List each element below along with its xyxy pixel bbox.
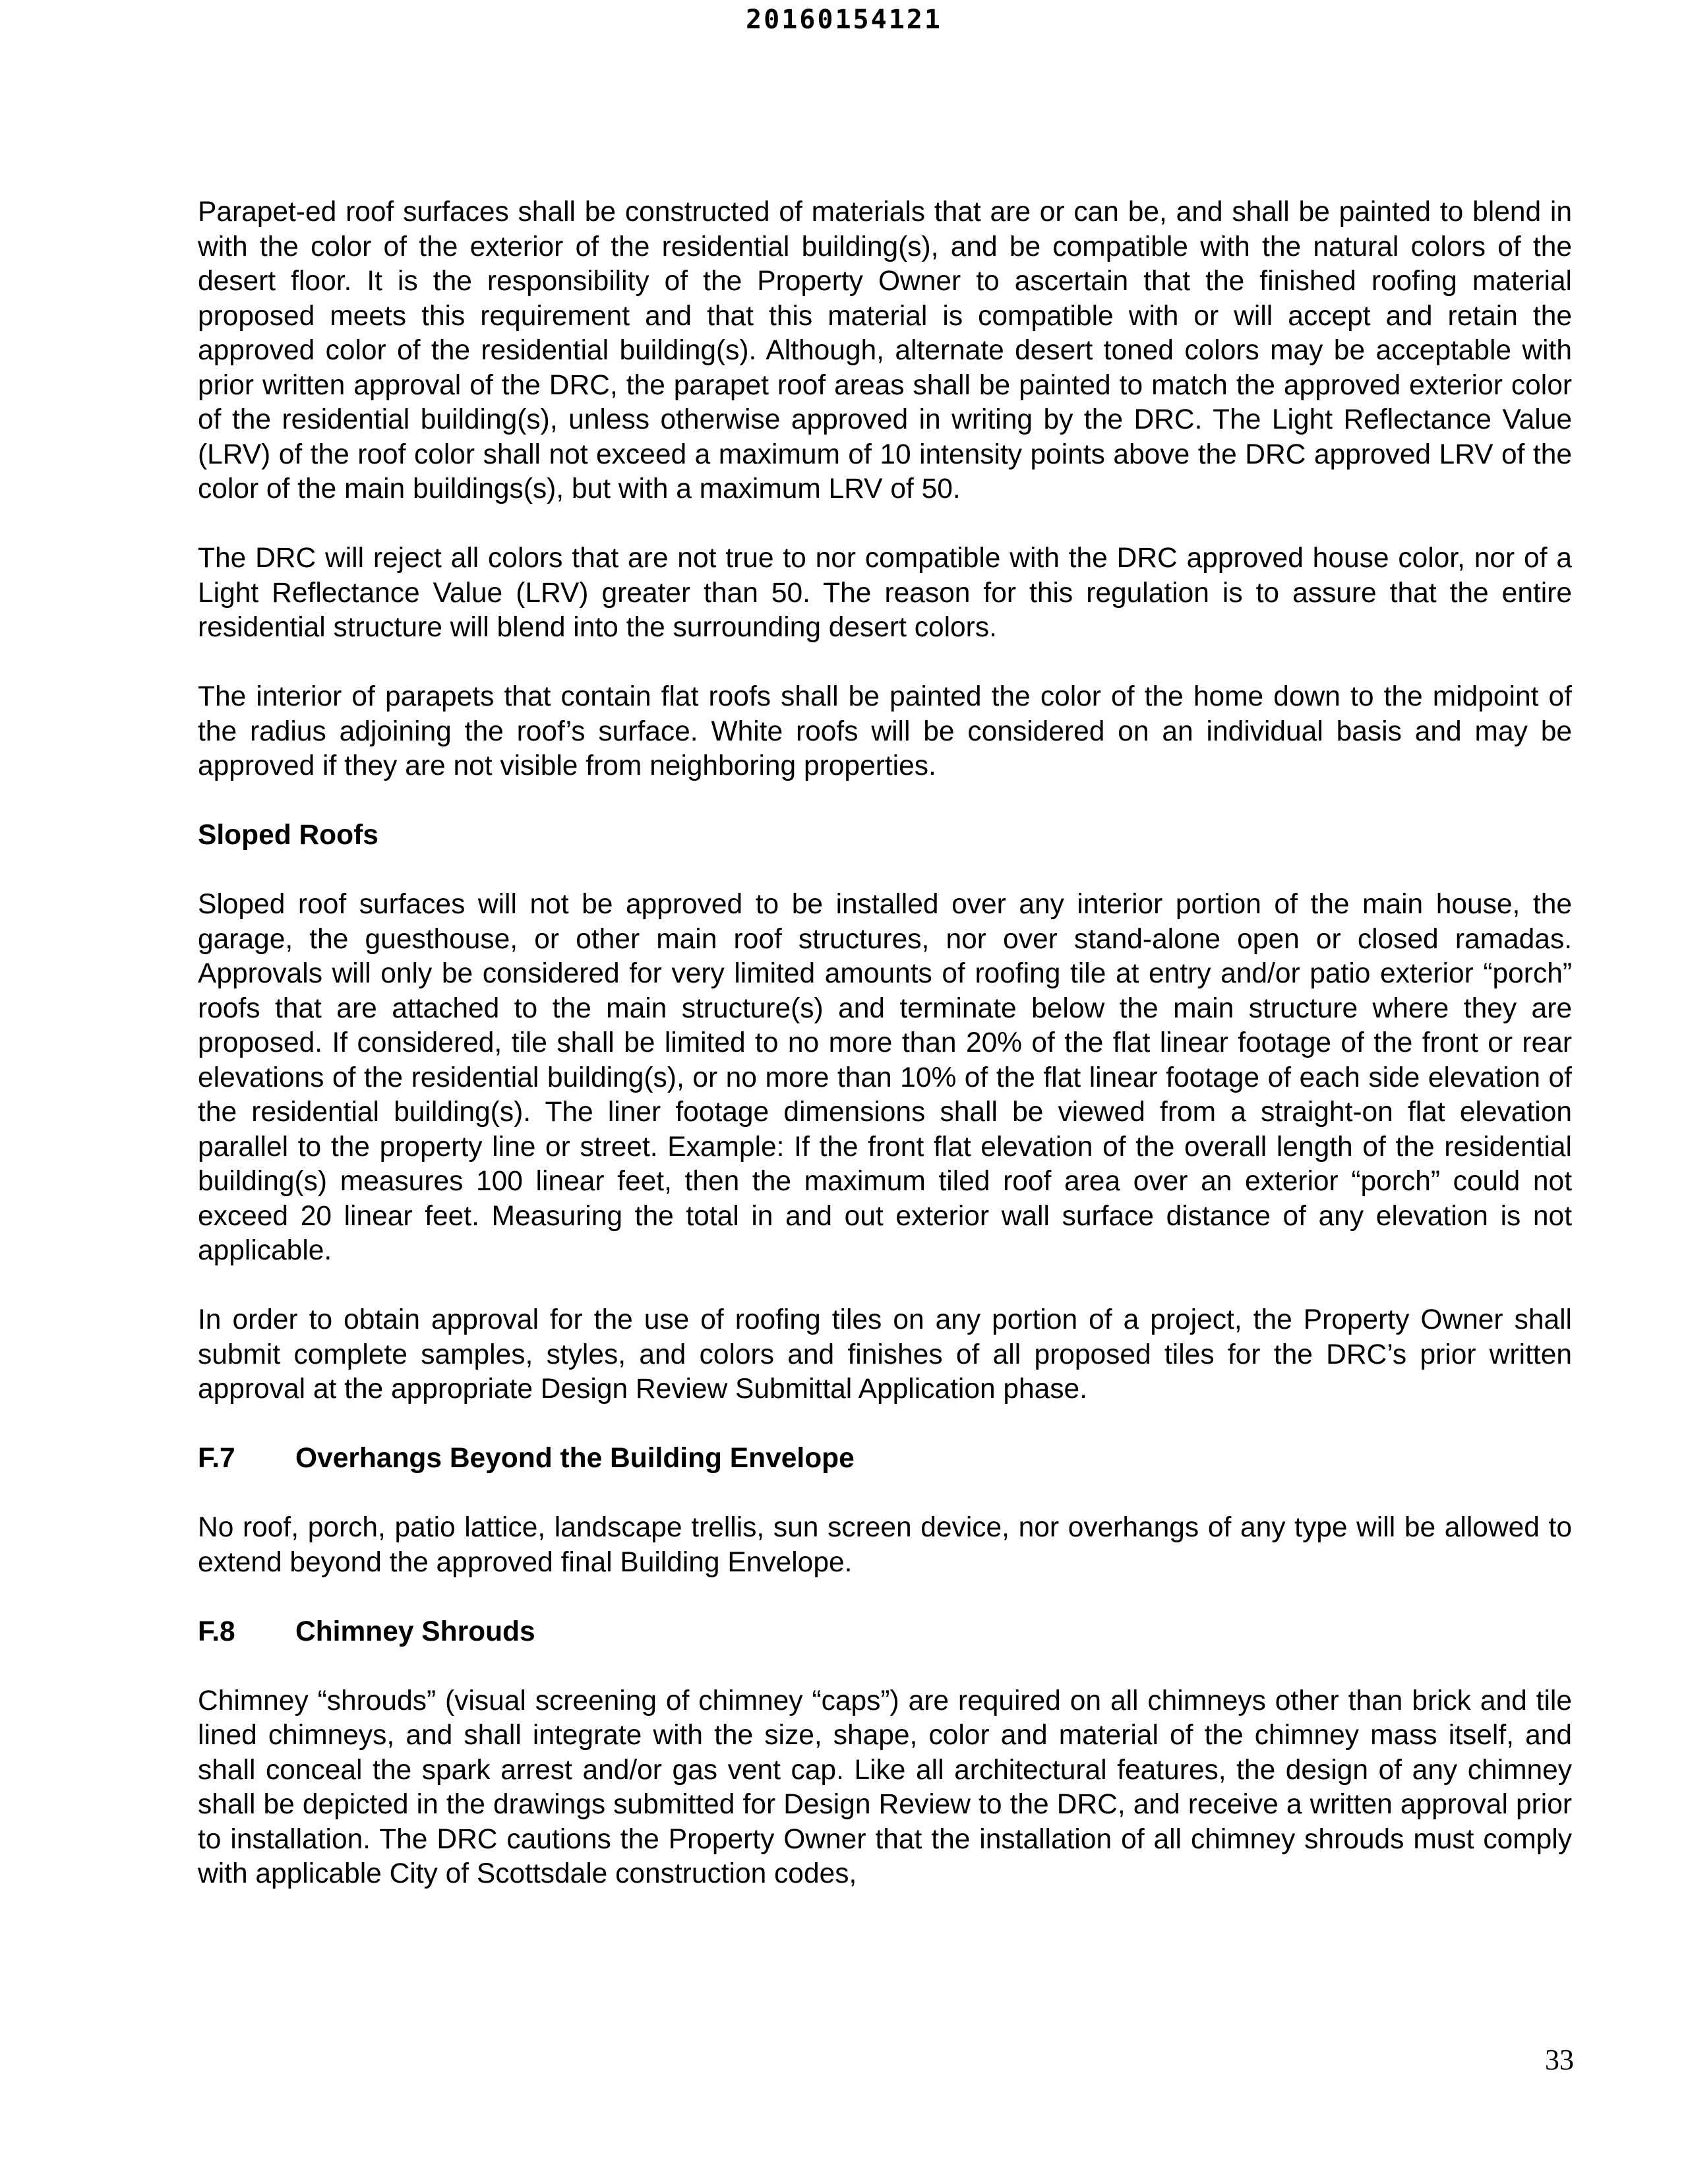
page-body xyxy=(198,195,1572,1926)
paragraph-overhangs: No roof, porch, patio lattice, landscape trellis, sun screen device, nor overhangs of any type will be allowed to extend beyond the approved final Building Envelope. xyxy=(198,1512,1572,1578)
paragraph-parapet-roofs: Parapet-ed roof surfaces shall be constructed of materials that are or can be, and shall be painted to blend in with the color of the exterior of the residential building(s), and be compatible with the natural colors of the desert floor. It is the responsibility of the Property Owner to ascertain that the finished roofing material proposed meets this requirement and that this material is compatible with or will accept and retain the approved color of the residential building(s). Although, alternate desert toned colors may be acceptable with prior written approval of the DRC, the parapet roof areas shall be painted to match the approved exterior color of the residential building(s), unless otherwise approved in writing by the DRC. The Light Reflectance Value (LRV) of the roof color shall not exceed a maximum of 10 intensity points above the DRC approved LRV of the color of the main buildings(s), but with a maximum LRV of 50. xyxy=(198,197,1572,504)
paragraph-color-rejection: The DRC will reject all colors that are not true to nor compatible with the DRC approved house color, nor of a Light Reflectance Value (LRV) greater than 50. The reason for this regulation is to assure that the entire residential structure will blend into the surrounding desert colors. xyxy=(198,543,1572,643)
heading-sloped-roofs: Sloped Roofs xyxy=(198,820,378,851)
paragraph-sloped-roofs: Sloped roof surfaces will not be approved to be installed over any interior portion of the main house, the garage, the guesthouse, or other main roof structures, nor over stand-alone open or closed ramadas. Approvals will only be considered for very limited amounts of roofing tile at entry and/or patio exterior “porch” roofs that are attached to the main structure(s) and terminate below the main structure where they are proposed. If considered, tile shall be limited to no more than 20% of the flat linear footage of the front or rear elevations of the residential building(s), or no more than 10% of the flat linear footage of each side elevation of the residential building(s). The liner footage dimensions shall be viewed from a straight-on flat elevation parallel to the property line or street. Example: If the front flat elevation of the overall length of the residential building(s) measures 100 linear feet, then the maximum tiled roof area over an exterior “porch” could not exceed 20 linear feet. Measuring the total in and out exterior wall surface distance of any elevation is not applicable. xyxy=(198,889,1572,1266)
document-number: 20160154121 xyxy=(746,5,942,35)
page-number: 33 xyxy=(1545,2044,1574,2076)
section-number: F.7 xyxy=(198,1443,235,1474)
paragraph-parapet-interior: The interior of parapets that contain flat roofs shall be painted the color of the home down to the midpoint of the radius adjoining the roof’s surface. White roofs will be considered on an individual basis and may be approved if they are not visible from neighboring properties. xyxy=(198,681,1572,781)
heading-section-f7 xyxy=(198,1441,1572,1476)
paragraph-roofing-tiles-approval: In order to obtain approval for the use of roofing tiles on any portion of a project, the Property Owner shall submit complete samples, styles, and colors and finishes of all proposed tiles for the DRC’s prior written approval at the appropriate Design Review Submittal Application phase. xyxy=(198,1304,1572,1405)
section-title: Overhangs Beyond the Building Envelope xyxy=(295,1443,855,1474)
section-number: F.8 xyxy=(198,1616,235,1647)
section-title: Chimney Shrouds xyxy=(295,1616,535,1647)
paragraph-chimney-shrouds: Chimney “shrouds” (visual screening of chimney “caps”) are required on all chimneys other than brick and tile lined chimneys, and shall integrate with the size, shape, color and material of the chimney mass itself, and shall conceal the spark arrest and/or gas vent cap. Like all architectural features, the design of any chimney shall be depicted in the drawings submitted for Design Review to the DRC, and receive a written approval prior to installation. The DRC cautions the Property Owner that the installation of all chimney shrouds must comply with applicable City of Scottsdale construction codes, xyxy=(198,1685,1572,1889)
heading-section-f8 xyxy=(198,1615,1572,1650)
